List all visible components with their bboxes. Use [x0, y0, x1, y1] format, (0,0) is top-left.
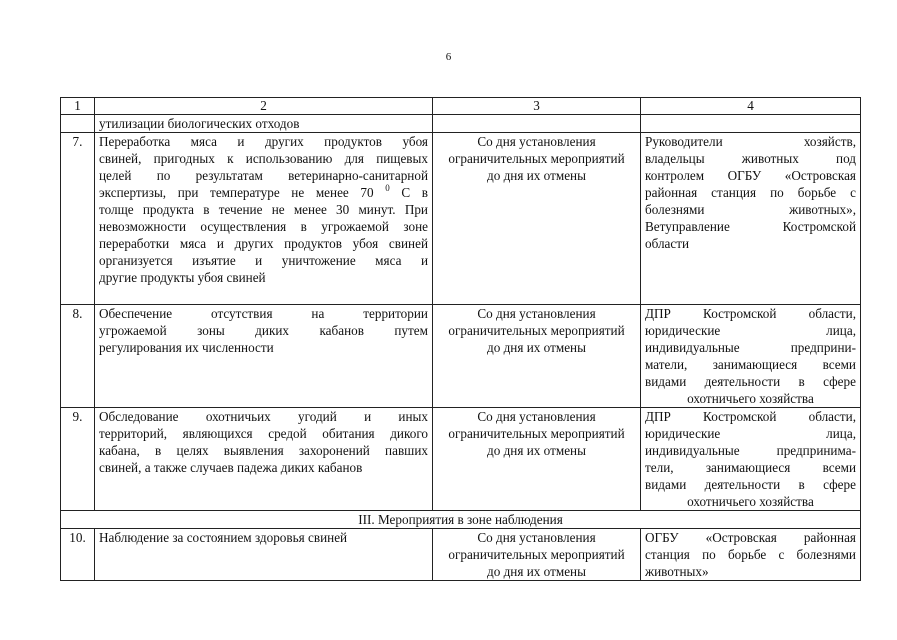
timing-cell — [433, 529, 641, 581]
row-number-cell — [61, 115, 95, 133]
responsible-line: Ветуправление Костромской — [645, 219, 856, 234]
page-number: 6 — [445, 51, 452, 63]
measure-line: целей по результатам ветеринарно-санитарной — [99, 168, 428, 183]
timing-cell — [433, 133, 641, 305]
responsible-line: индивидуальные предприни- — [645, 340, 856, 355]
timing-cell — [433, 115, 641, 133]
header-cell-3: 3 — [433, 98, 641, 115]
responsible-line: видами деятельности в сфере — [645, 374, 856, 389]
responsible-cell — [641, 305, 861, 408]
table-row — [61, 408, 861, 511]
responsible-line: охотничьего хозяйства — [687, 494, 814, 509]
timing-line: ограничительных мероприятий — [448, 323, 625, 338]
measure-cell — [95, 529, 433, 581]
timing-line: ограничительных мероприятий — [448, 426, 625, 441]
responsible-cell — [641, 133, 861, 305]
measure-line-text: экспертизы, при температуре не менее 70 — [99, 185, 374, 200]
measure-line: угрожаемой зоны диких кабанов путем — [99, 323, 428, 338]
responsible-cell — [641, 408, 861, 511]
measure-line: кабана, в целях выявления захоронений павших — [99, 443, 428, 458]
timing-line: ограничительных мероприятий — [448, 547, 625, 562]
measure-line: переработки мяса и других продуктов убоя свиней — [99, 236, 428, 251]
measure-line: Обследование охотничьих угодий и иных — [99, 409, 428, 424]
table-header-row — [61, 98, 861, 115]
timing-cell — [433, 408, 641, 511]
section-row — [61, 511, 861, 529]
timing-line: Со дня установления — [477, 530, 596, 545]
table-row — [61, 305, 861, 408]
responsible-line: животных» — [645, 564, 709, 579]
timing-line: до дня их отмены — [487, 168, 586, 183]
measure-text: утилизации биологических отходов — [99, 116, 300, 131]
degree-superscript: 0 — [385, 183, 390, 193]
row-number-cell: 9. — [61, 408, 95, 511]
measure-cell — [95, 133, 433, 305]
responsible-line: контролем ОГБУ «Островская — [645, 168, 856, 183]
measure-line-with-degree — [99, 184, 428, 201]
responsible-line: тели, занимающиеся всеми — [645, 460, 856, 475]
responsible-line: станция по борьбе с болезнями — [645, 547, 856, 562]
header-cell-4: 4 — [641, 98, 861, 115]
table-row-continuation — [61, 115, 861, 133]
responsible-line: районная станция по борьбе с — [645, 185, 856, 200]
responsible-cell — [641, 115, 861, 133]
measure-line: толще продукта в течение не менее 30 минут. При — [99, 202, 428, 217]
header-cell-2: 2 — [95, 98, 433, 115]
row-number-cell: 10. — [61, 529, 95, 581]
timing-line: ограничительных мероприятий — [448, 151, 625, 166]
responsible-line: юридические лица, — [645, 323, 856, 338]
timing-line: до дня их отмены — [487, 564, 586, 579]
measure-line: другие продукты убоя свиней — [99, 270, 266, 285]
responsible-line: видами деятельности в сфере — [645, 477, 856, 492]
responsible-line: Руководители хозяйств, — [645, 134, 856, 149]
timing-cell — [433, 305, 641, 408]
responsible-cell — [641, 529, 861, 581]
measures-table — [60, 97, 861, 581]
responsible-line: владельцы животных под — [645, 151, 856, 166]
timing-line: до дня их отмены — [487, 443, 586, 458]
measure-cell — [95, 408, 433, 511]
responsible-line: индивидуальные предпринима- — [645, 443, 856, 458]
measure-line: Переработка мяса и других продуктов убоя — [99, 134, 428, 149]
timing-line: Со дня установления — [477, 409, 596, 424]
responsible-line: ОГБУ «Островская районная — [645, 530, 856, 545]
measure-line: свиней, а также случаев падежа диких кабанов — [99, 460, 363, 475]
responsible-line: матели, занимающиеся всеми — [645, 357, 856, 372]
measure-line: Обеспечение отсутствия на территории — [99, 306, 428, 321]
timing-line: до дня их отмены — [487, 340, 586, 355]
measure-line: невозможности осуществления в угрожаемой зоне — [99, 219, 428, 234]
responsible-line: юридические лица, — [645, 426, 856, 441]
measure-cell — [95, 305, 433, 408]
responsible-line: охотничьего хозяйства — [687, 391, 814, 406]
section-title: III. Мероприятия в зоне наблюдения — [61, 511, 861, 529]
table-row — [61, 133, 861, 305]
row-number-cell: 7. — [61, 133, 95, 305]
timing-line: Со дня установления — [477, 134, 596, 149]
measure-cell — [95, 115, 433, 133]
measure-line: регулирования их численности — [99, 340, 274, 355]
header-cell-1: 1 — [61, 98, 95, 115]
row-number-cell: 8. — [61, 305, 95, 408]
degree-unit: С в — [401, 185, 428, 200]
responsible-line: болезнями животных», — [645, 202, 856, 217]
responsible-line: ДПР Костромской области, — [645, 306, 856, 321]
responsible-line: ДПР Костромской области, — [645, 409, 856, 424]
measure-line: территорий, являющихся средой обитания дикого — [99, 426, 428, 441]
responsible-line: области — [645, 236, 690, 251]
measure-line: свиней, пригодных к использованию для пищевых — [99, 151, 428, 166]
measure-line: организуется изъятие и уничтожение мяса и — [99, 253, 428, 268]
timing-line: Со дня установления — [477, 306, 596, 321]
table-row — [61, 529, 861, 581]
measure-line: Наблюдение за состоянием здоровья свиней — [99, 530, 348, 545]
